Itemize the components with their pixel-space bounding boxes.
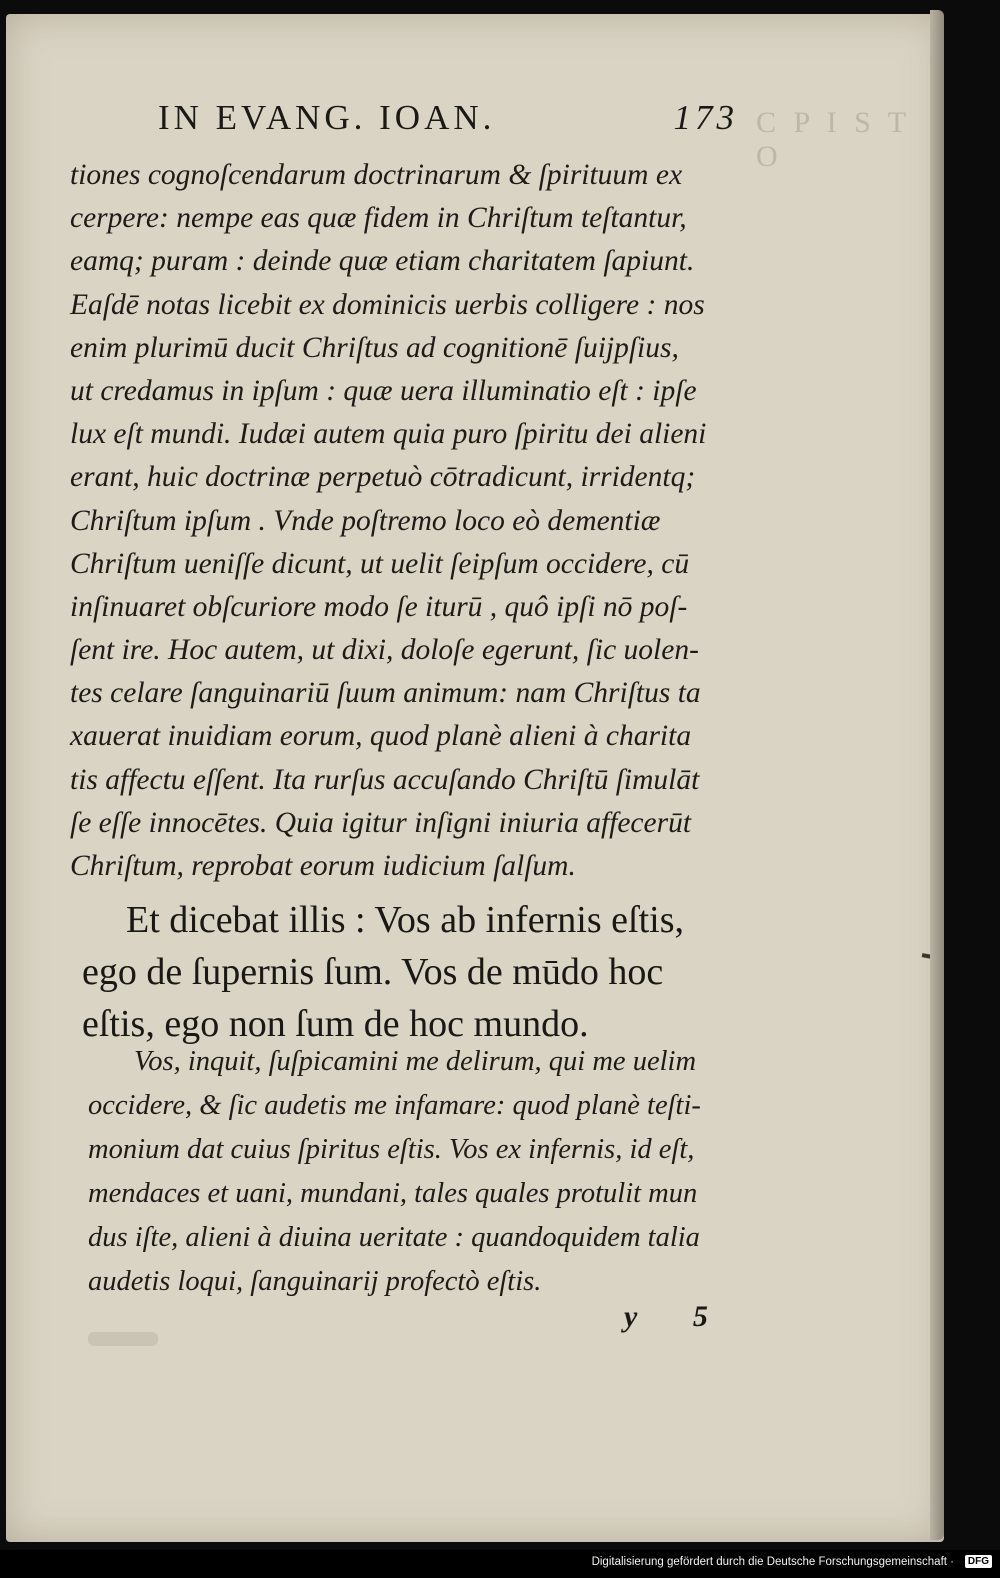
text-line: Chriſtum ipſum . Vnde poſtremo loco eò dementiæ — [70, 504, 661, 537]
text-line: Chriſtum ueniſſe dicunt, ut uelit ſeipſum occidere, cū — [70, 547, 690, 580]
text-line: tiones cognoſcendarum doctrinarum & ſpirituum ex — [70, 159, 683, 191]
footer-bar — [0, 1550, 1000, 1578]
commentary-paragraph — [70, 154, 770, 888]
text-line: ſe eſſe innocētes. Quia igitur inſigni iniuria affecerūt — [70, 806, 692, 839]
text-line: Vos, inquit, ſuſpicamini me delirum, qui me uelim — [134, 1046, 697, 1077]
text-line: lux eſt mundi. Iudæi autem quia puro ſpiritu dei alieni — [70, 418, 707, 451]
lemma-line: eſtis, ego non ſum de hoc mundo. — [82, 1003, 589, 1045]
text-line: tes celare ſanguinariū ſuum animum: nam Chriſtus ta — [70, 677, 701, 710]
lemma-line: Et dicebat illis : Vos ab infernis eſtis, — [126, 899, 684, 941]
page-edge — [930, 10, 944, 1540]
text-line: enim plurimū ducit Chriſtus ad cognitionē ſuijpſius, — [70, 331, 679, 364]
footer-credit: Digitalisierung gefördert durch die Deutsche Forschungsgemeinschaft · — [591, 1556, 954, 1568]
book-page — [6, 14, 944, 1542]
text-line: inſinuaret obſcuriore modo ſe iturū , quô ipſi nō poſ- — [70, 590, 688, 623]
dfg-logo: DFG — [965, 1555, 992, 1568]
running-header — [158, 98, 738, 148]
text-line: occidere, & ſic audetis me infamare: quod planè teſti- — [88, 1090, 701, 1121]
ink-smudge — [88, 1332, 158, 1346]
text-line: ſent ire. Hoc autem, ut dixi, doloſe egerunt, ſic uolen- — [70, 634, 699, 667]
text-line: tis affectu eſſent. Ita rurſus accuſando Chriſtū ſimulāt — [70, 763, 700, 796]
page-number: 173 — [673, 98, 738, 137]
text-line: audetis loqui, ſanguinarij profectò eſtis. — [88, 1266, 542, 1297]
running-title: IN EVANG. IOAN. — [158, 98, 496, 137]
text-line: erant, huic doctrinæ perpetuò cōtradicunt, irridentq; — [70, 461, 696, 494]
text-line: xauerat inuidiam eorum, quod planè alieni à charita — [70, 720, 692, 753]
text-line: eamq; puram : deinde quæ etiam charitatem ſapiunt. — [70, 245, 695, 278]
lemma-line: ego de ſupernis ſum. Vos de mūdo hoc — [82, 951, 664, 993]
text-line: Eaſdē notas licebit ex dominicis uerbis colligere : nos — [70, 288, 705, 321]
bleed-through-text: C P I S T O — [756, 106, 911, 173]
signature-mark: y 5 — [624, 1300, 732, 1333]
text-line: cerpere: nempe eas quæ fidem in Chriſtum teſtantur, — [70, 202, 687, 235]
text-line: monium dat cuius ſpiritus eſtis. Vos ex infernis, id eſt, — [88, 1134, 695, 1165]
scripture-lemma — [82, 894, 762, 1050]
text-line: mendaces et uani, mundani, tales quales protulit mun — [88, 1178, 698, 1209]
text-line: Chriſtum, reprobat eorum iudicium ſalſum. — [70, 850, 576, 882]
text-line: dus iſte, alieni à diuina ueritate : quandoquidem talia — [88, 1222, 700, 1253]
commentary-paragraph-2 — [88, 1040, 778, 1304]
text-line: ut credamus in ipſum : quæ uera illuminatio eſt : ipſe — [70, 374, 697, 407]
